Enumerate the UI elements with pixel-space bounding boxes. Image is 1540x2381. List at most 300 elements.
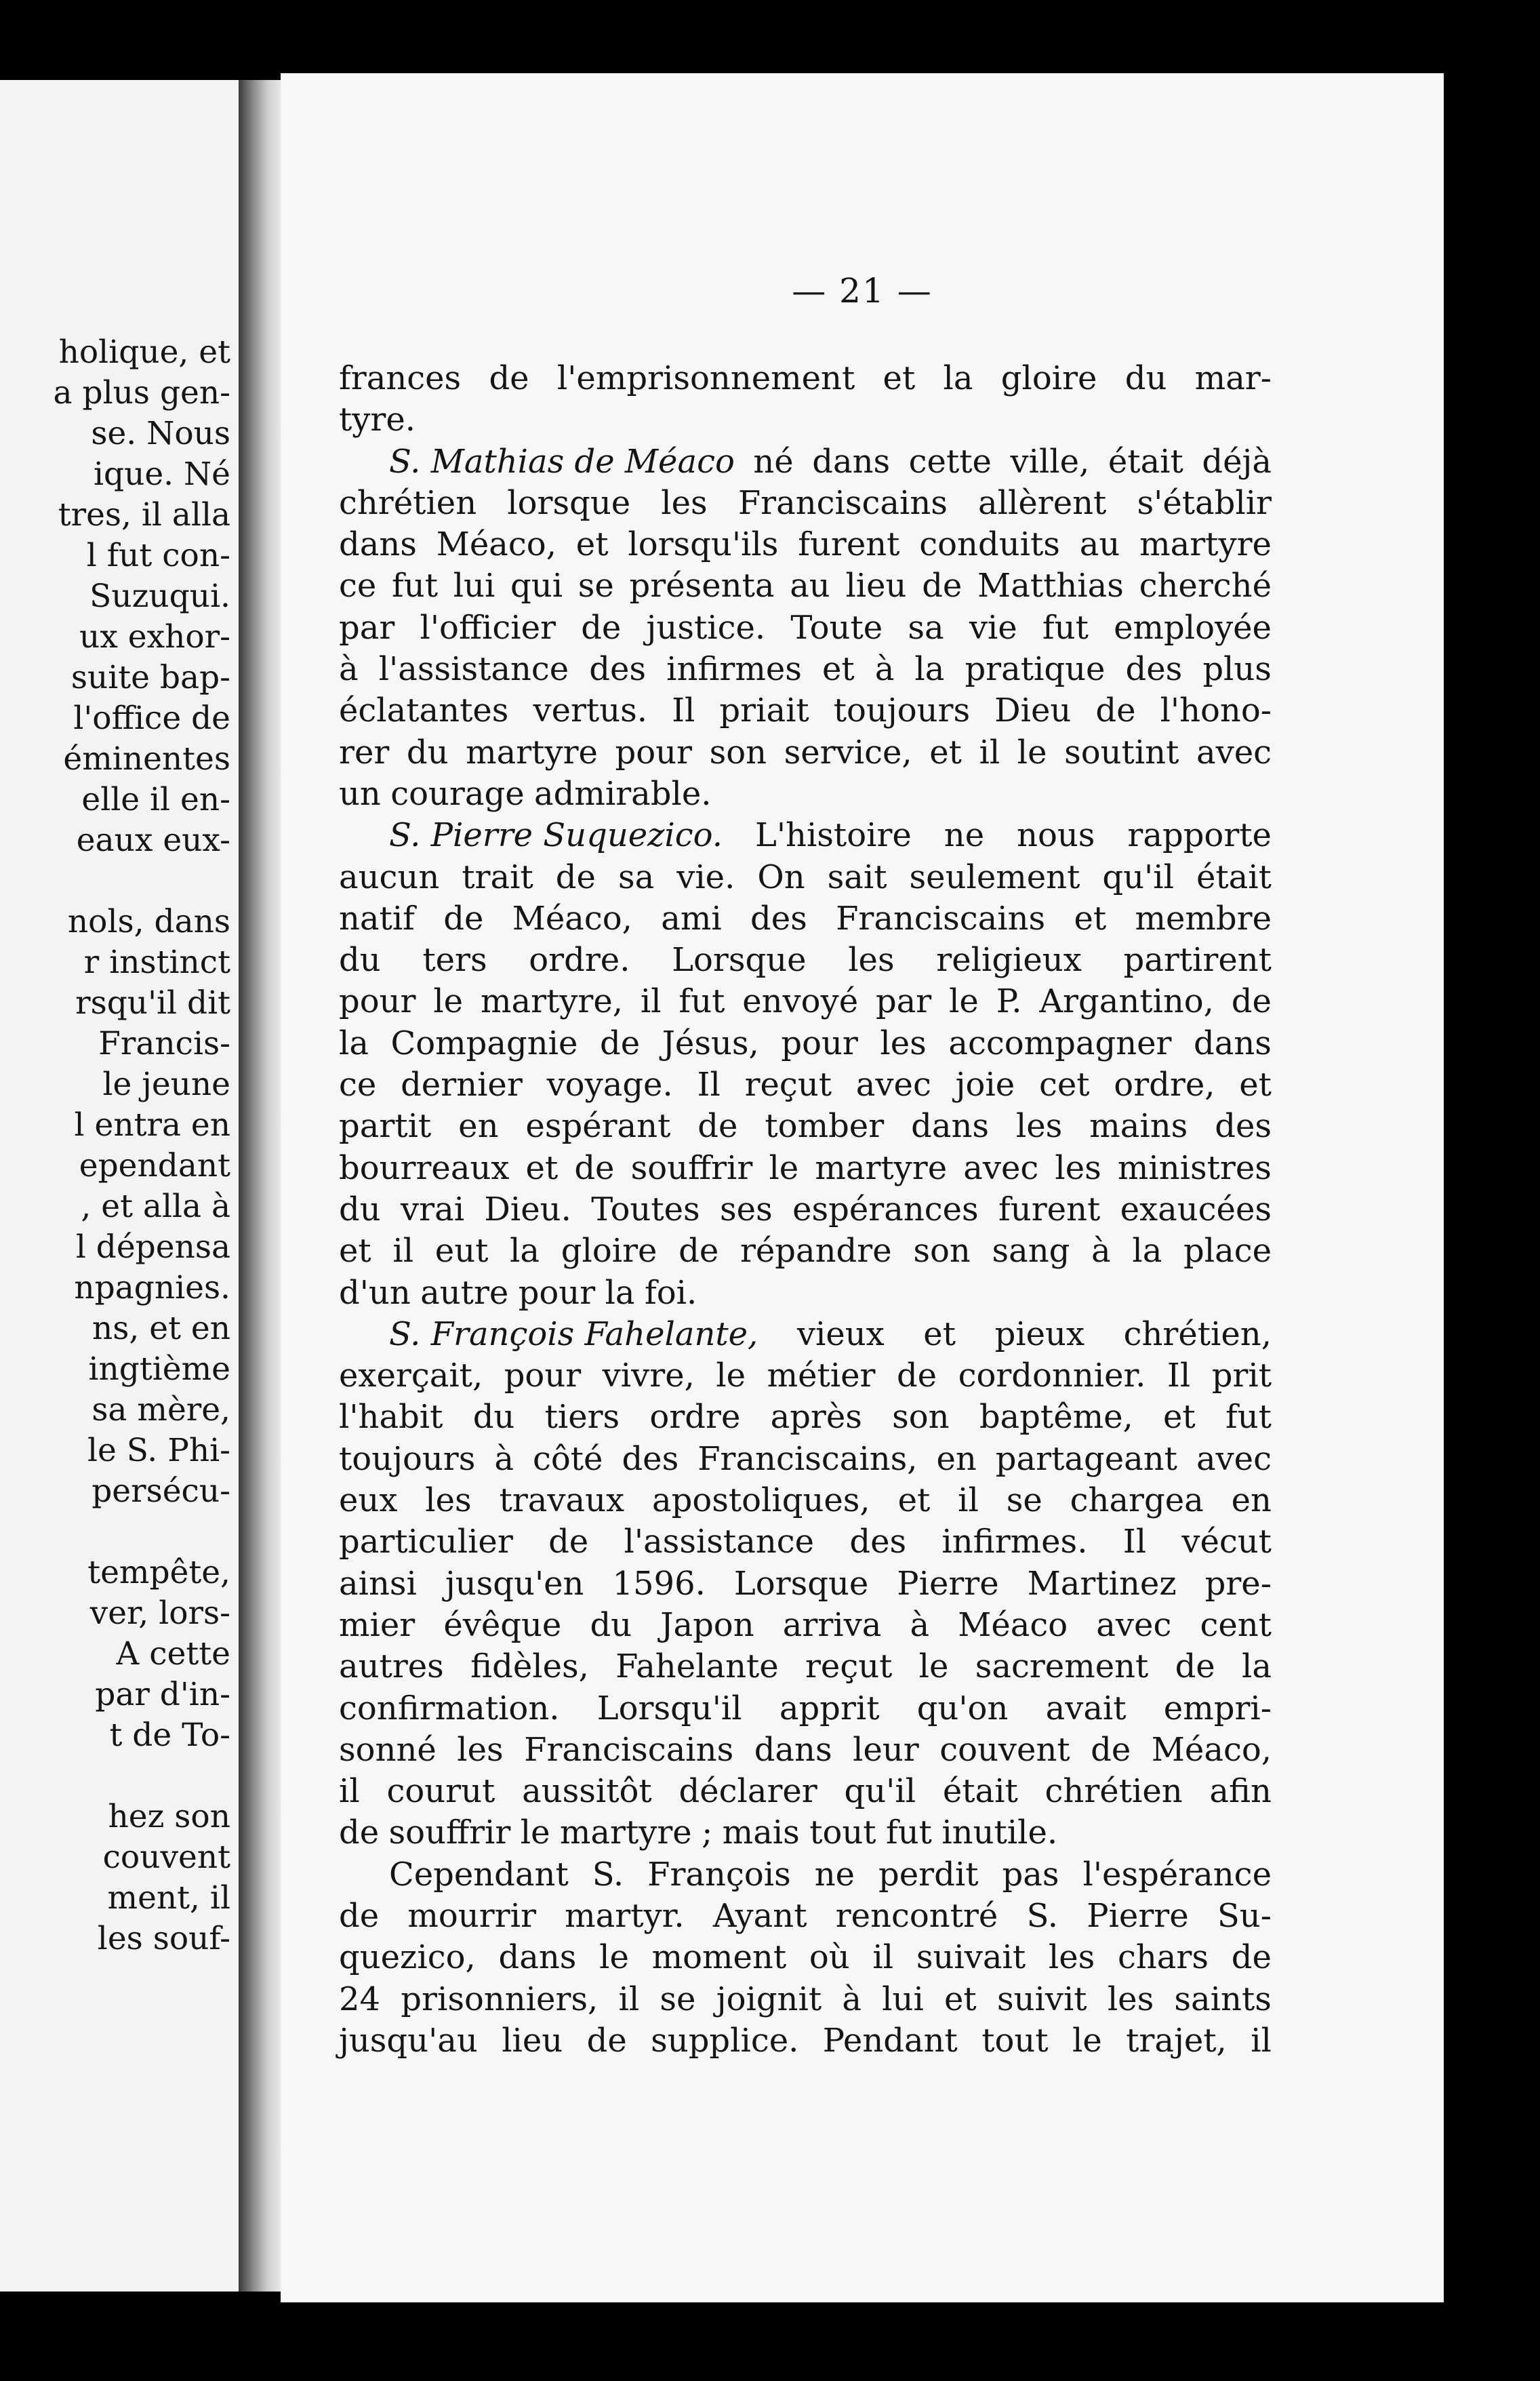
word: moment xyxy=(651,1938,787,1977)
previous-page-line: éminentes xyxy=(63,740,230,778)
word: François xyxy=(647,1855,791,1894)
word: avec xyxy=(1196,1439,1272,1478)
word: Méaco, xyxy=(512,899,632,938)
word: Franciscains, xyxy=(697,1439,918,1478)
word: répandre xyxy=(739,1232,892,1270)
text-line xyxy=(339,1729,1272,1771)
word: Méaco xyxy=(958,1605,1068,1644)
word: supplice. xyxy=(651,2021,799,2060)
previous-page-line: tempête, xyxy=(87,1554,230,1591)
previous-page-line: couvent xyxy=(102,1839,230,1876)
word: la xyxy=(1241,1647,1272,1686)
word: il xyxy=(979,733,1000,772)
word: envoyé xyxy=(742,982,859,1021)
word: était xyxy=(1196,858,1272,896)
word: l'officier xyxy=(420,608,556,647)
word: de xyxy=(599,1024,641,1062)
word: Toutes xyxy=(591,1190,700,1228)
text-line xyxy=(339,441,1272,483)
page-number: — 21 — xyxy=(792,271,933,311)
word: Pierre xyxy=(897,1564,999,1603)
word: pratique xyxy=(965,650,1106,689)
word: aussitôt xyxy=(522,1772,652,1811)
word: P. xyxy=(996,982,1022,1021)
word: 24 xyxy=(339,1980,381,2018)
word: Franciscains xyxy=(524,1730,734,1769)
word: les xyxy=(1048,1938,1095,1977)
word: après xyxy=(770,1398,862,1437)
word: la xyxy=(914,650,945,689)
word: du xyxy=(339,1190,381,1228)
text-line xyxy=(339,1812,1272,1854)
text-line xyxy=(339,399,1272,441)
text-line xyxy=(339,1521,1272,1563)
text-line xyxy=(339,1023,1272,1064)
word: fut xyxy=(1042,608,1089,647)
word: empri- xyxy=(1163,1689,1272,1727)
word: confirmation. xyxy=(339,1689,560,1727)
word: saints xyxy=(1174,1980,1272,2018)
martyr-name: S. Mathias de Méaco xyxy=(389,442,735,481)
word: joignit xyxy=(716,1980,822,2018)
text-line xyxy=(339,1854,1272,1896)
word: vie xyxy=(969,608,1017,647)
word: dernier xyxy=(401,1066,523,1104)
previous-page-line: ingtième xyxy=(88,1350,230,1388)
word: mar- xyxy=(1194,359,1272,397)
word: dans xyxy=(1194,1024,1272,1062)
text-line xyxy=(339,1230,1272,1272)
word: Méaco, xyxy=(436,525,556,564)
word: son xyxy=(913,1232,971,1270)
word: perdit xyxy=(878,1855,979,1894)
word: Matthias xyxy=(977,567,1124,605)
word: côté xyxy=(532,1439,603,1478)
word: tiers xyxy=(544,1398,620,1437)
word: sa xyxy=(617,858,655,896)
previous-page-line: Suzuqui. xyxy=(89,578,230,615)
word: pour xyxy=(518,1273,596,1312)
word: de xyxy=(896,1357,937,1395)
word: à xyxy=(842,1980,862,2018)
word: mais xyxy=(722,1814,800,1852)
word: joie xyxy=(955,1066,1015,1104)
text-line xyxy=(339,1106,1272,1147)
word: la xyxy=(510,1232,540,1270)
word: L'histoire xyxy=(754,816,912,855)
word: sa xyxy=(908,608,944,647)
word: toujours xyxy=(833,692,971,730)
word: il xyxy=(392,1232,414,1270)
word: en xyxy=(936,1439,977,1478)
word: membre xyxy=(1135,899,1272,938)
word: prisonniers, xyxy=(401,1980,599,2018)
word: prit xyxy=(1211,1357,1272,1395)
text-line xyxy=(339,1896,1272,1937)
word: évêque xyxy=(443,1605,562,1644)
word: de xyxy=(678,1232,719,1270)
word: martyre xyxy=(1139,525,1272,564)
word: l'hono- xyxy=(1160,692,1272,730)
word: en xyxy=(1231,1481,1272,1520)
word: Lorsque xyxy=(672,941,807,980)
word: reçut xyxy=(744,1066,832,1104)
word: les xyxy=(848,941,895,980)
word: pieux xyxy=(994,1315,1085,1353)
text-line xyxy=(339,2020,1272,2062)
previous-page-line: r instinct xyxy=(83,944,230,981)
word: de xyxy=(586,2021,627,2060)
word: lieu xyxy=(845,567,907,605)
word: rencontré xyxy=(835,1896,998,1935)
word: les xyxy=(661,483,708,522)
word: apprit xyxy=(779,1689,880,1727)
word: en xyxy=(458,1107,499,1146)
word: lorsque xyxy=(507,483,631,522)
word: pour xyxy=(504,1357,582,1395)
word: Dieu. xyxy=(484,1190,571,1228)
word: natif xyxy=(339,899,415,938)
word: l'assistance xyxy=(378,650,569,689)
word: le xyxy=(1072,2021,1102,2060)
word: du xyxy=(590,1605,632,1644)
word: fut xyxy=(885,1814,932,1852)
word: et xyxy=(1163,1398,1196,1437)
word: et xyxy=(883,359,916,397)
previous-page-line: ique. Né xyxy=(93,456,230,493)
text-line xyxy=(339,774,1272,815)
word: Fahelante xyxy=(615,1647,779,1686)
word: nous xyxy=(1017,816,1095,855)
word: par xyxy=(875,982,932,1021)
word: l'emprisonnement xyxy=(556,359,855,397)
word: courage xyxy=(390,774,525,813)
word: avait xyxy=(1045,1689,1127,1727)
word: du xyxy=(1124,359,1167,397)
word: courut xyxy=(386,1772,495,1811)
word: par xyxy=(339,608,395,647)
text-line xyxy=(339,607,1272,649)
previous-page-line: hez son xyxy=(108,1798,230,1835)
text-line xyxy=(339,358,1272,399)
text-line xyxy=(339,1563,1272,1605)
word: ordre, xyxy=(1114,1066,1215,1104)
text-line xyxy=(339,1148,1272,1189)
word: ce xyxy=(339,567,377,605)
word: Toute xyxy=(790,608,883,647)
word: S. xyxy=(1026,1896,1059,1935)
word: Il xyxy=(672,692,695,730)
previous-page-line: l entra en xyxy=(74,1106,230,1144)
word: priait xyxy=(719,692,809,730)
word: martyre, xyxy=(480,982,624,1021)
word: et xyxy=(339,1232,371,1270)
word: les xyxy=(1015,1107,1063,1146)
word: fidèles, xyxy=(470,1647,589,1686)
previous-page-line: suite bap- xyxy=(70,659,230,696)
word: Jésus, xyxy=(662,1024,759,1062)
previous-page-line: ependant xyxy=(79,1147,230,1184)
word: lui xyxy=(882,1980,924,2018)
word: lui xyxy=(453,567,495,605)
word: se xyxy=(660,1980,696,2018)
text-line xyxy=(339,981,1272,1022)
word: et xyxy=(575,525,609,564)
previous-page-line: A cette xyxy=(116,1635,230,1673)
text-line xyxy=(339,857,1272,898)
word: partirent xyxy=(1123,941,1272,980)
word: sait xyxy=(827,858,887,896)
word: pas xyxy=(1002,1855,1059,1894)
word: service, xyxy=(784,733,912,772)
word: espérant xyxy=(525,1107,671,1146)
text-line xyxy=(339,1937,1272,1978)
word: de xyxy=(574,1148,615,1187)
word: partageant xyxy=(995,1439,1177,1478)
word: Méaco, xyxy=(1151,1730,1272,1769)
word: de xyxy=(1231,1938,1272,1977)
word: infirmes. xyxy=(941,1523,1088,1561)
word: aucun xyxy=(339,858,440,896)
text-line xyxy=(339,1439,1272,1480)
word: de xyxy=(581,608,622,647)
previous-page-line: persécu- xyxy=(92,1473,230,1510)
word: et xyxy=(929,733,962,772)
word: Dieu xyxy=(994,692,1072,730)
previous-page-line: tres, il alla xyxy=(58,496,230,534)
word: Argantino, xyxy=(1039,982,1214,1021)
word: ne xyxy=(814,1855,855,1894)
word: religieux xyxy=(936,941,1082,980)
word: son xyxy=(709,733,767,772)
word: était xyxy=(942,1772,1018,1811)
text-line xyxy=(339,815,1272,856)
word: lorsqu'ils xyxy=(628,525,779,564)
word: toujours xyxy=(339,1439,476,1478)
word: sacrement xyxy=(975,1647,1149,1686)
word: de xyxy=(339,1896,380,1935)
word: exaucées xyxy=(1120,1190,1272,1228)
word: infirmes xyxy=(666,650,802,689)
text-line xyxy=(339,1771,1272,1812)
word: bourreaux xyxy=(339,1148,510,1187)
word: de xyxy=(697,1107,738,1146)
word: ordre xyxy=(649,1398,741,1437)
word: les xyxy=(457,1730,504,1769)
word: 1596. xyxy=(612,1564,706,1603)
word: tomber xyxy=(765,1107,885,1146)
word: soutint xyxy=(1064,733,1179,772)
word: cherché xyxy=(1139,567,1272,605)
word: de xyxy=(548,1523,589,1561)
word: eux xyxy=(339,1481,398,1520)
word: mourrir xyxy=(407,1896,536,1935)
previous-page-line: t de To- xyxy=(109,1717,230,1754)
previous-page-line: npagnies. xyxy=(74,1269,230,1306)
word: Il xyxy=(1122,1523,1147,1561)
previous-page-line: se. Nous xyxy=(91,415,230,452)
word: Pierre xyxy=(1087,1896,1189,1935)
word: le xyxy=(520,1814,550,1852)
word: ses xyxy=(720,1190,773,1228)
word: On xyxy=(757,858,805,896)
word: chars xyxy=(1118,1938,1209,1977)
word: du xyxy=(339,941,381,980)
word: vécut xyxy=(1181,1523,1272,1561)
text-line xyxy=(339,1646,1272,1687)
word: ainsi xyxy=(339,1564,417,1603)
word: rapporte xyxy=(1127,816,1272,855)
word: la xyxy=(339,1024,369,1062)
word: le xyxy=(769,1148,799,1187)
word: Martinez xyxy=(1027,1564,1177,1603)
previous-page-line: a plus gen- xyxy=(53,374,230,412)
word: le xyxy=(1017,733,1047,772)
word: et xyxy=(1074,899,1107,938)
word: et xyxy=(525,1148,559,1187)
word: éclatantes xyxy=(339,692,509,730)
word: son xyxy=(892,1398,950,1437)
previous-page-line: l'office de xyxy=(73,700,230,737)
word: des xyxy=(589,650,647,689)
word: il xyxy=(640,982,662,1021)
word: un xyxy=(339,774,381,813)
text-line xyxy=(339,690,1272,732)
word: les xyxy=(1107,1980,1154,2018)
word: pour xyxy=(781,1024,858,1062)
word: frances xyxy=(339,359,462,397)
word: plus xyxy=(1202,650,1272,689)
word: des xyxy=(622,1439,679,1478)
word: dans xyxy=(498,1938,577,1977)
word: vertus. xyxy=(533,692,648,730)
word: jusqu'au xyxy=(339,2021,478,2060)
word: rer xyxy=(339,733,390,772)
word: trajet, xyxy=(1126,2021,1227,2060)
text-line xyxy=(339,483,1272,524)
text-line xyxy=(339,1979,1272,2020)
word: S. xyxy=(592,1855,624,1894)
word: à xyxy=(339,650,359,689)
word: place xyxy=(1183,1232,1272,1270)
word: trait xyxy=(462,858,533,896)
word: tout xyxy=(809,1814,876,1852)
word: le xyxy=(433,982,464,1021)
book-gutter xyxy=(239,80,281,2292)
text-line xyxy=(339,565,1272,607)
word: employée xyxy=(1114,608,1272,647)
word: martyre xyxy=(815,1148,948,1187)
word: à xyxy=(1091,1232,1111,1270)
word: furent xyxy=(998,1190,1101,1228)
word: le xyxy=(949,982,979,1021)
word: et xyxy=(822,650,855,689)
previous-page-line: par d'in- xyxy=(95,1676,230,1713)
word: avec xyxy=(963,1148,1039,1187)
word: eut xyxy=(434,1232,489,1270)
word: martyr. xyxy=(565,1896,685,1935)
word: pour xyxy=(615,733,692,772)
text-line xyxy=(339,1189,1272,1230)
text-line xyxy=(339,940,1272,981)
word: à xyxy=(494,1439,514,1478)
word: partit xyxy=(339,1107,432,1146)
word: accompagner xyxy=(948,1024,1172,1062)
word: gloire xyxy=(561,1232,657,1270)
word: tout xyxy=(981,2021,1049,2060)
text-line xyxy=(339,1064,1272,1106)
word: martyre xyxy=(466,733,598,772)
previous-page-line: l dépensa xyxy=(75,1228,230,1266)
text-line xyxy=(339,898,1272,940)
word: ters xyxy=(422,941,487,980)
page-body-text xyxy=(339,358,1272,2062)
text-line xyxy=(339,524,1272,565)
word: du xyxy=(472,1398,515,1437)
word: chrétien xyxy=(1045,1772,1183,1811)
martyr-name: S. François Fahelante, xyxy=(389,1315,758,1353)
word: Su- xyxy=(1217,1896,1272,1935)
word: de xyxy=(1231,982,1272,1021)
word: arriva xyxy=(782,1605,882,1644)
word: il xyxy=(1251,2021,1272,2060)
word: autres xyxy=(339,1647,444,1686)
word: déclarer xyxy=(678,1772,817,1811)
word: avec xyxy=(1096,1605,1172,1644)
word: voyage. xyxy=(546,1066,673,1104)
word: Cependant xyxy=(389,1855,569,1894)
word: Il xyxy=(1167,1357,1191,1395)
previous-page-line: Francis- xyxy=(98,1025,230,1062)
word: de xyxy=(1175,1647,1215,1686)
word: les xyxy=(425,1481,472,1520)
word: et xyxy=(923,1315,956,1353)
word: vieux xyxy=(796,1315,885,1353)
word: avec xyxy=(855,1066,931,1104)
word: avec xyxy=(1196,733,1272,772)
word: reçut xyxy=(805,1647,893,1686)
word: souffrir xyxy=(388,1814,511,1852)
word: afin xyxy=(1209,1772,1272,1811)
word: conduits xyxy=(919,525,1060,564)
word: mier xyxy=(339,1605,416,1644)
current-page xyxy=(281,73,1444,2302)
previous-page-line: , et alla à xyxy=(81,1188,230,1225)
martyr-name: S. Pierre Suquezico. xyxy=(389,816,723,855)
word: et xyxy=(944,1980,977,2018)
word: de xyxy=(1095,692,1136,730)
word: chrétien xyxy=(339,483,477,522)
word: pre- xyxy=(1204,1564,1272,1603)
word: se xyxy=(1006,1481,1042,1520)
word: suivit xyxy=(996,1980,1087,2018)
word: était xyxy=(1108,442,1183,481)
word: vie. xyxy=(676,858,735,896)
word: allèrent xyxy=(978,483,1107,522)
word: ami xyxy=(661,899,722,938)
word: de xyxy=(555,858,596,896)
word: seulement xyxy=(909,858,1080,896)
word: apostoliques, xyxy=(651,1481,870,1520)
word: cent xyxy=(1200,1605,1272,1644)
previous-page-fragment xyxy=(0,80,239,2292)
word: dans xyxy=(812,442,891,481)
word: fut xyxy=(678,982,725,1021)
word: le xyxy=(716,1357,746,1395)
word: à xyxy=(874,650,895,689)
word: l'habit xyxy=(339,1398,443,1437)
word: la xyxy=(1132,1232,1162,1270)
